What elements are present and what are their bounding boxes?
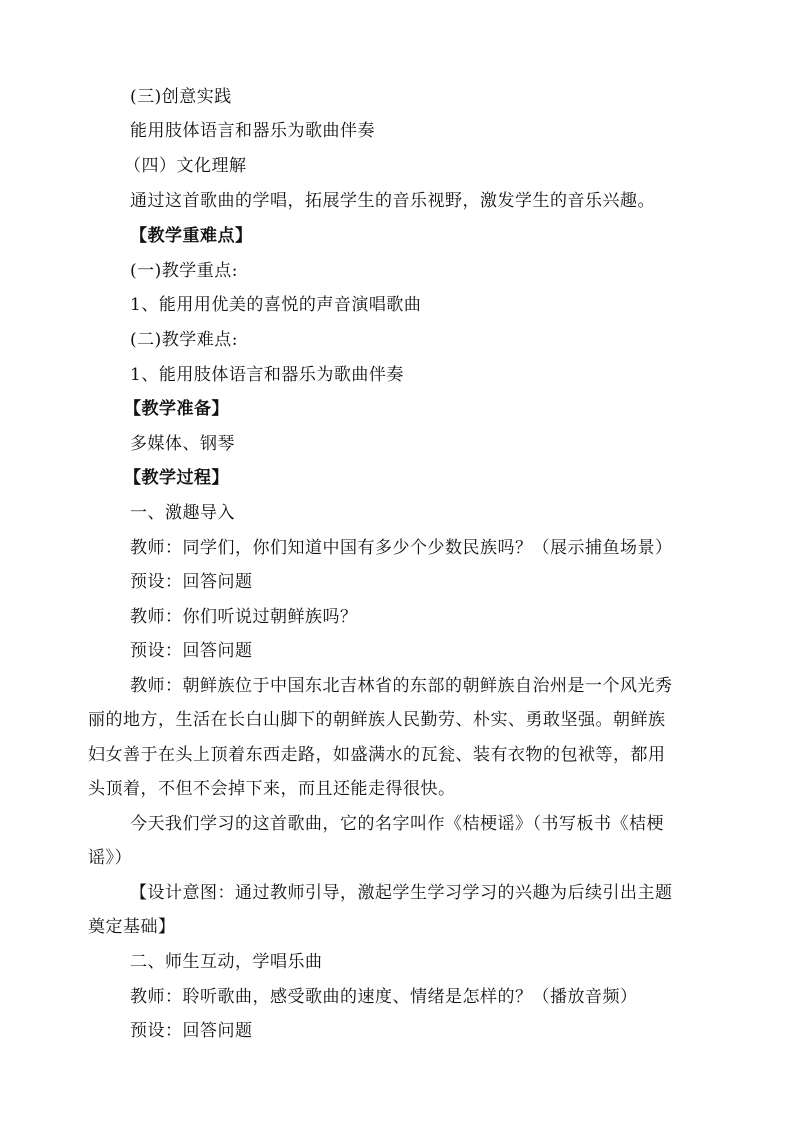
paragraph-line: 今天我们学习的这首歌曲，它的名字叫作《桔梗谣》（书写板书《桔梗 <box>130 814 664 834</box>
heading-teaching-preparation: 【教学准备】 <box>124 399 229 419</box>
paragraph-line: 妇女善于在头上顶着东西走路，如盛满水的瓦瓮、装有衣物的包袱等，都用 <box>88 745 666 765</box>
paragraph-line: 多媒体、钢琴 <box>130 434 235 454</box>
list-item: 1、能用肢体语言和器乐为歌曲伴奏 <box>130 365 404 385</box>
section-cultural-understanding-heading: （四）文化理解 <box>124 156 247 176</box>
heading-teaching-process: 【教学过程】 <box>124 468 229 488</box>
design-intent-line: 奠定基础】 <box>88 917 176 937</box>
paragraph-line: 谣》） <box>88 848 132 868</box>
subheading-interaction: 二、师生互动，学唱乐曲 <box>130 952 323 972</box>
paragraph-line: 教师：你们听说过朝鲜族吗？ <box>130 607 358 627</box>
paragraph-line: 教师：聆听歌曲，感受歌曲的速度、情绪是怎样的？（播放音频） <box>130 987 638 1007</box>
subheading-interest-intro: 一、激趣导入 <box>130 503 235 523</box>
paragraph-line: 头顶着，不但不会掉下来，而且还能走得很快。 <box>88 779 456 799</box>
paragraph-line: 丽的地方，生活在长白山脚下的朝鲜族人民勤劳、朴实、勇敢坚强。朝鲜族 <box>88 710 666 730</box>
paragraph-line: 通过这首歌曲的学唱，拓展学生的音乐视野，激发学生的音乐兴趣。 <box>130 191 655 211</box>
section-creative-practice-heading: (三)创意实践 <box>130 87 232 107</box>
paragraph-line: 预设：回答问题 <box>130 1021 253 1041</box>
paragraph-line: 教师：同学们，你们知道中国有多少个少数民族吗？（展示捕鱼场景） <box>130 538 673 558</box>
subheading-key-points: (一)教学重点: <box>130 261 238 281</box>
heading-key-difficult-points: 【教学重难点】 <box>130 226 253 246</box>
paragraph-line: 预设：回答问题 <box>130 572 253 592</box>
paragraph-line: 教师：朝鲜族位于中国东北吉林省的东部的朝鲜族自治州是一个风光秀 <box>130 676 673 696</box>
subheading-difficult-points: (二)教学难点: <box>130 330 238 350</box>
paragraph-line: 能用肢体语言和器乐为歌曲伴奏 <box>130 121 375 141</box>
design-intent-line: 【设计意图：通过教师引导，激起学生学习学习的兴趣为后续引出主题 <box>130 883 673 903</box>
list-item: 1、能用用优美的喜悦的声音演唱歌曲 <box>130 295 422 315</box>
paragraph-line: 预设：回答问题 <box>130 641 253 661</box>
